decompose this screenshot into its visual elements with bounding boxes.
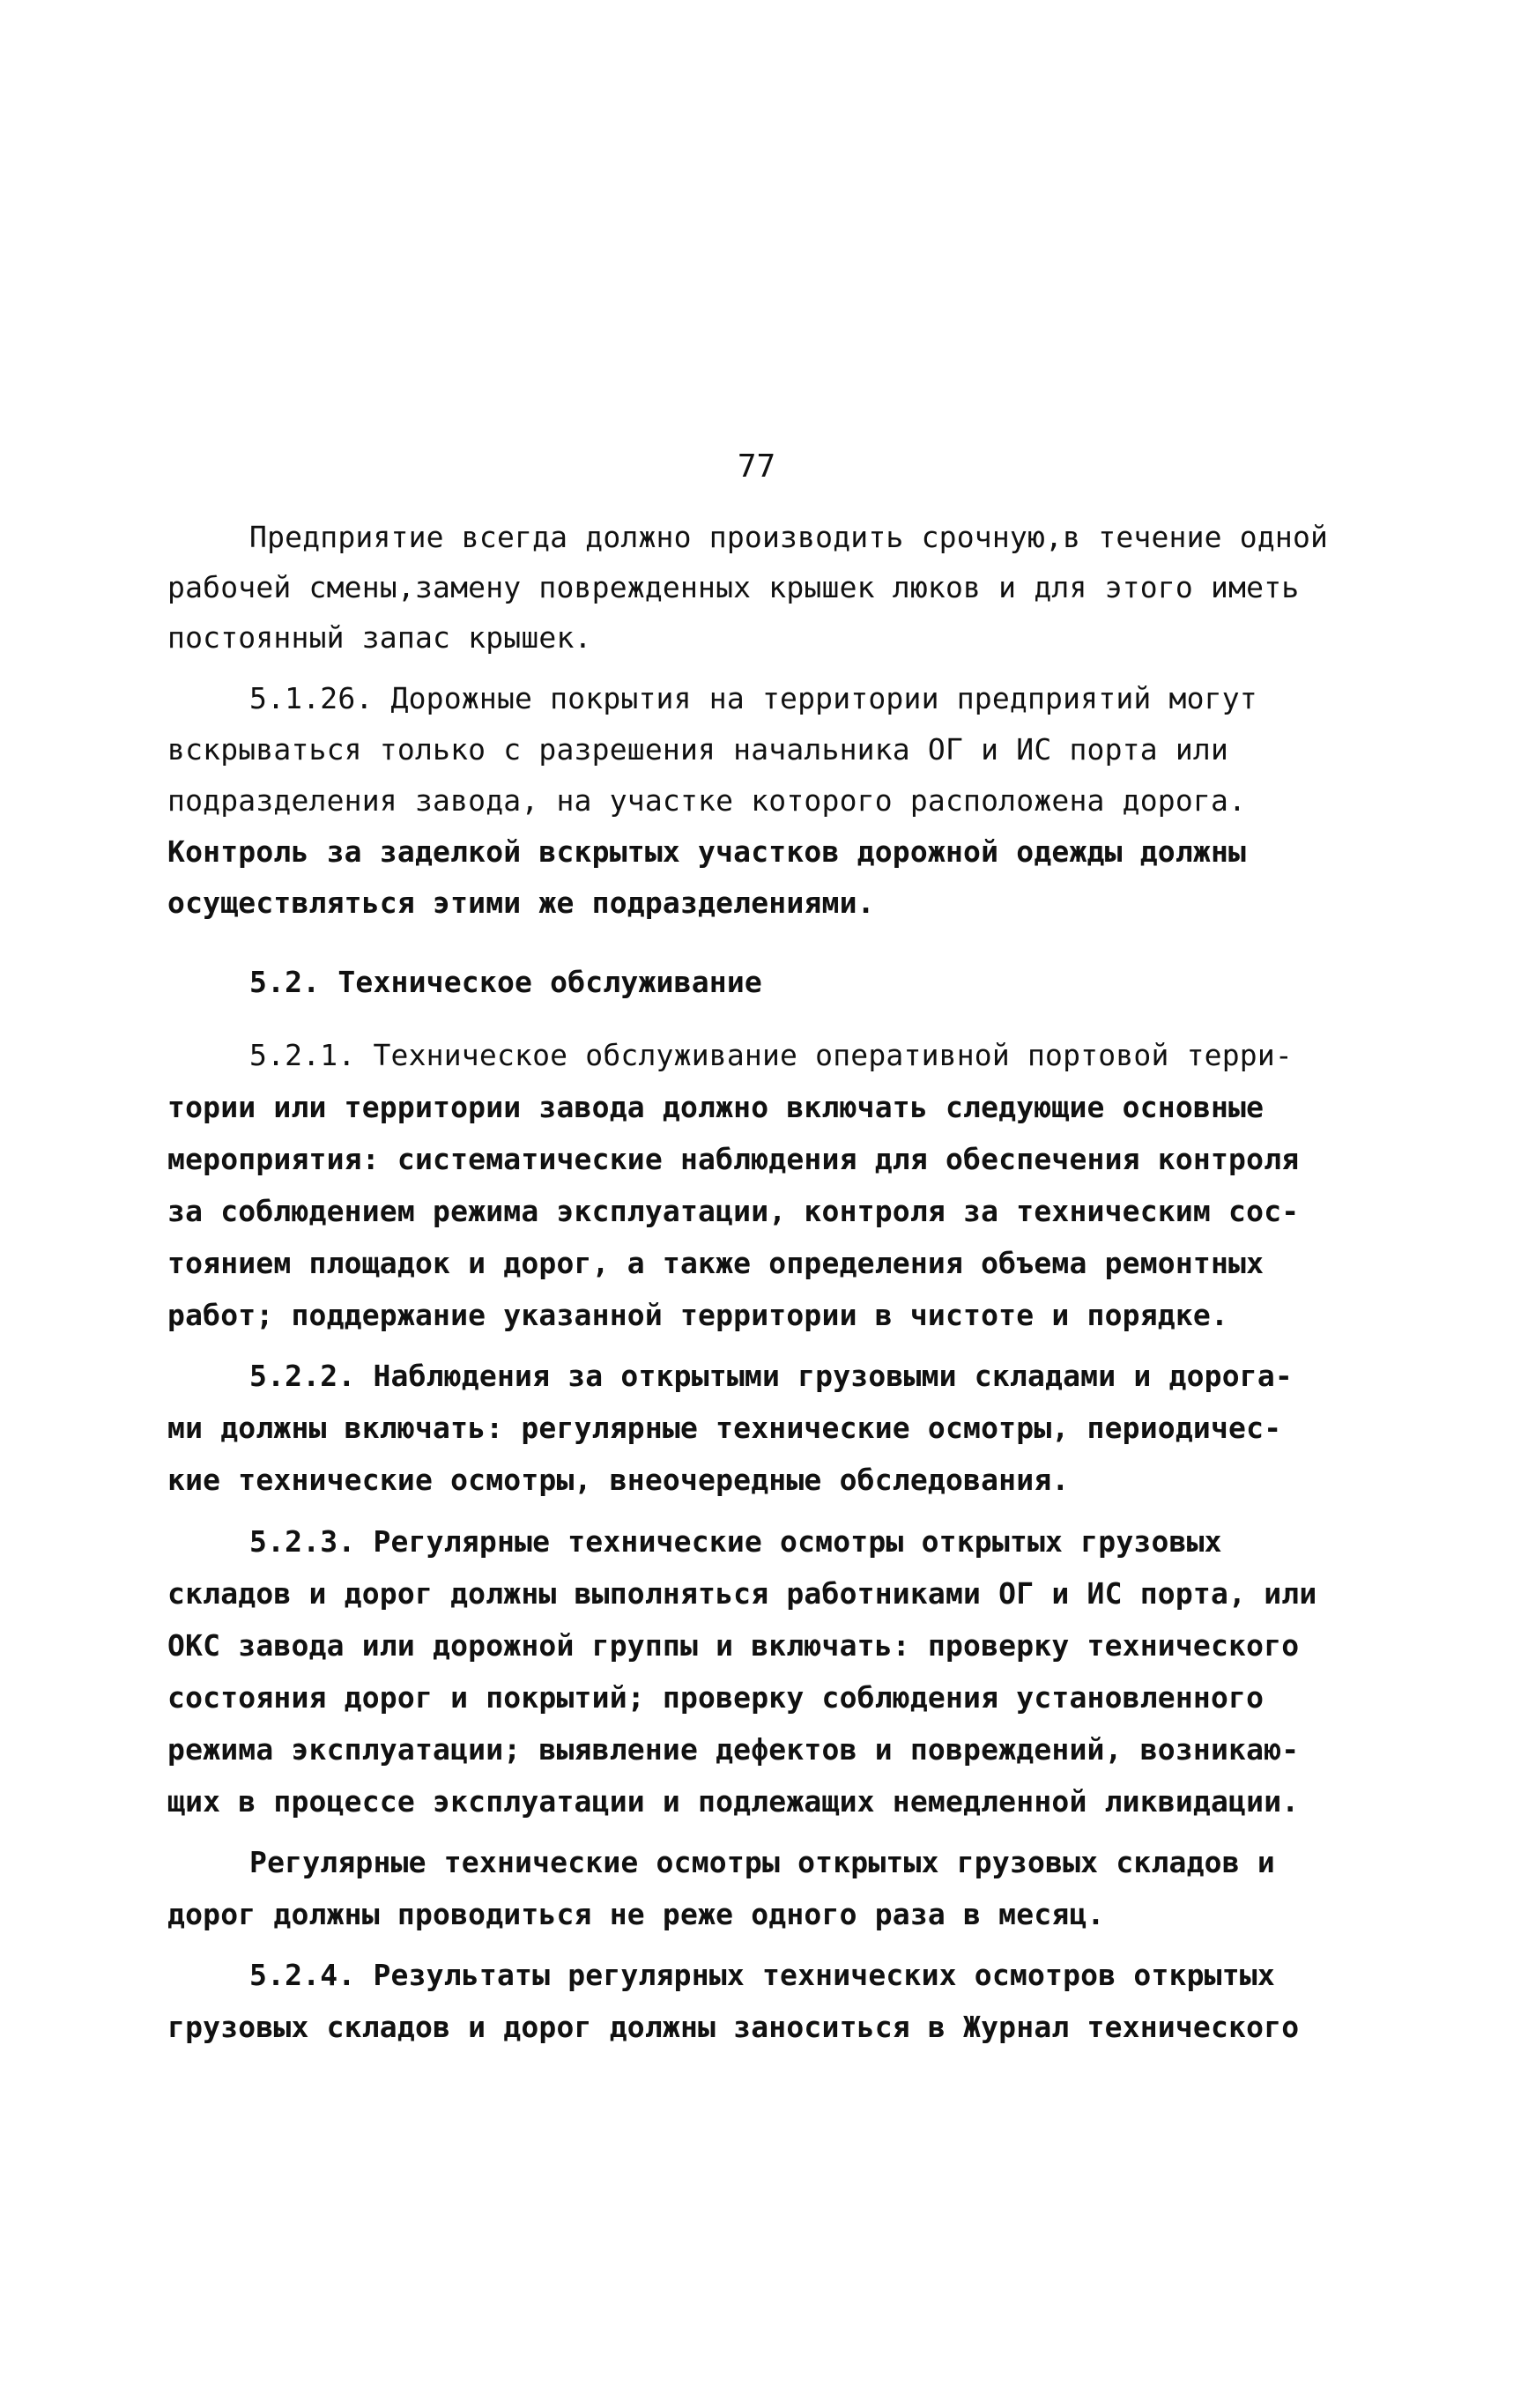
text-line: состояния дорог и покрытий; проверку соблюдения установленного	[167, 1680, 1265, 1715]
text-line: ми должны включать: регулярные технические осмотры, периодичес-	[167, 1411, 1282, 1445]
section-heading: 5.2. Техническое обслуживание	[249, 965, 762, 999]
text-line: режима эксплуатации; выявление дефектов и повреждений, возникаю-	[167, 1732, 1300, 1767]
text-line: 5.2.3. Регулярные технические осмотры открытых грузовых	[249, 1524, 1222, 1559]
text-line: грузовых складов и дорог должны заноситься в Журнал технического	[167, 2010, 1300, 2044]
text-line: ОКС завода или дорожной группы и включать: проверку технического	[167, 1628, 1300, 1663]
text-line: 5.1.26. Дорожные покрытия на территории предприятий могут	[249, 681, 1257, 715]
text-line: за соблюдением режима эксплуатации, контроля за техническим сос-	[167, 1194, 1300, 1228]
text-line: работ; поддержание указанной территории в чистоте и порядке.	[167, 1298, 1229, 1332]
text-line: 5.2.4. Результаты регулярных технических осмотров открытых	[249, 1958, 1275, 1992]
text-line: мероприятия: систематические наблюдения для обеспечения контроля	[167, 1142, 1300, 1176]
text-line: рабочей смены,замену поврежденных крышек люков и для этого иметь	[167, 570, 1300, 604]
text-line: дорог должны проводиться не реже одного раза в месяц.	[167, 1897, 1105, 1931]
text-line: Предприятие всегда должно производить срочную,в течение одной	[249, 520, 1329, 554]
text-line: кие технические осмотры, внеочередные обследования.	[167, 1463, 1070, 1497]
text-line: постоянный запас крышек.	[167, 620, 592, 655]
page-number: 77	[737, 448, 776, 485]
text-line: 5.2.1. Техническое обслуживание оперативной портовой терри-	[249, 1038, 1293, 1072]
text-line: тории или территории завода должно включать следующие основные	[167, 1090, 1265, 1124]
text-line: тоянием площадок и дорог, а также определения объема ремонтных	[167, 1246, 1265, 1280]
text-line: Регулярные технические осмотры открытых грузовых складов и	[249, 1845, 1275, 1879]
text-line: вскрываться только с разрешения начальника ОГ и ИС порта или	[167, 732, 1229, 767]
text-line: Контроль за заделкой вскрытых участков дорожной одежды должны	[167, 834, 1247, 869]
text-line: щих в процессе эксплуатации и подлежащих немедленной ликвидации.	[167, 1784, 1300, 1819]
text-line: подразделения завода, на участке которого расположена дорога.	[167, 783, 1247, 818]
text-line: осуществляться этими же подразделениями.	[167, 885, 875, 920]
text-line: складов и дорог должны выполняться работниками ОГ и ИС порта, или	[167, 1576, 1317, 1611]
text-line: 5.2.2. Наблюдения за открытыми грузовыми складами и дорога-	[249, 1359, 1293, 1393]
